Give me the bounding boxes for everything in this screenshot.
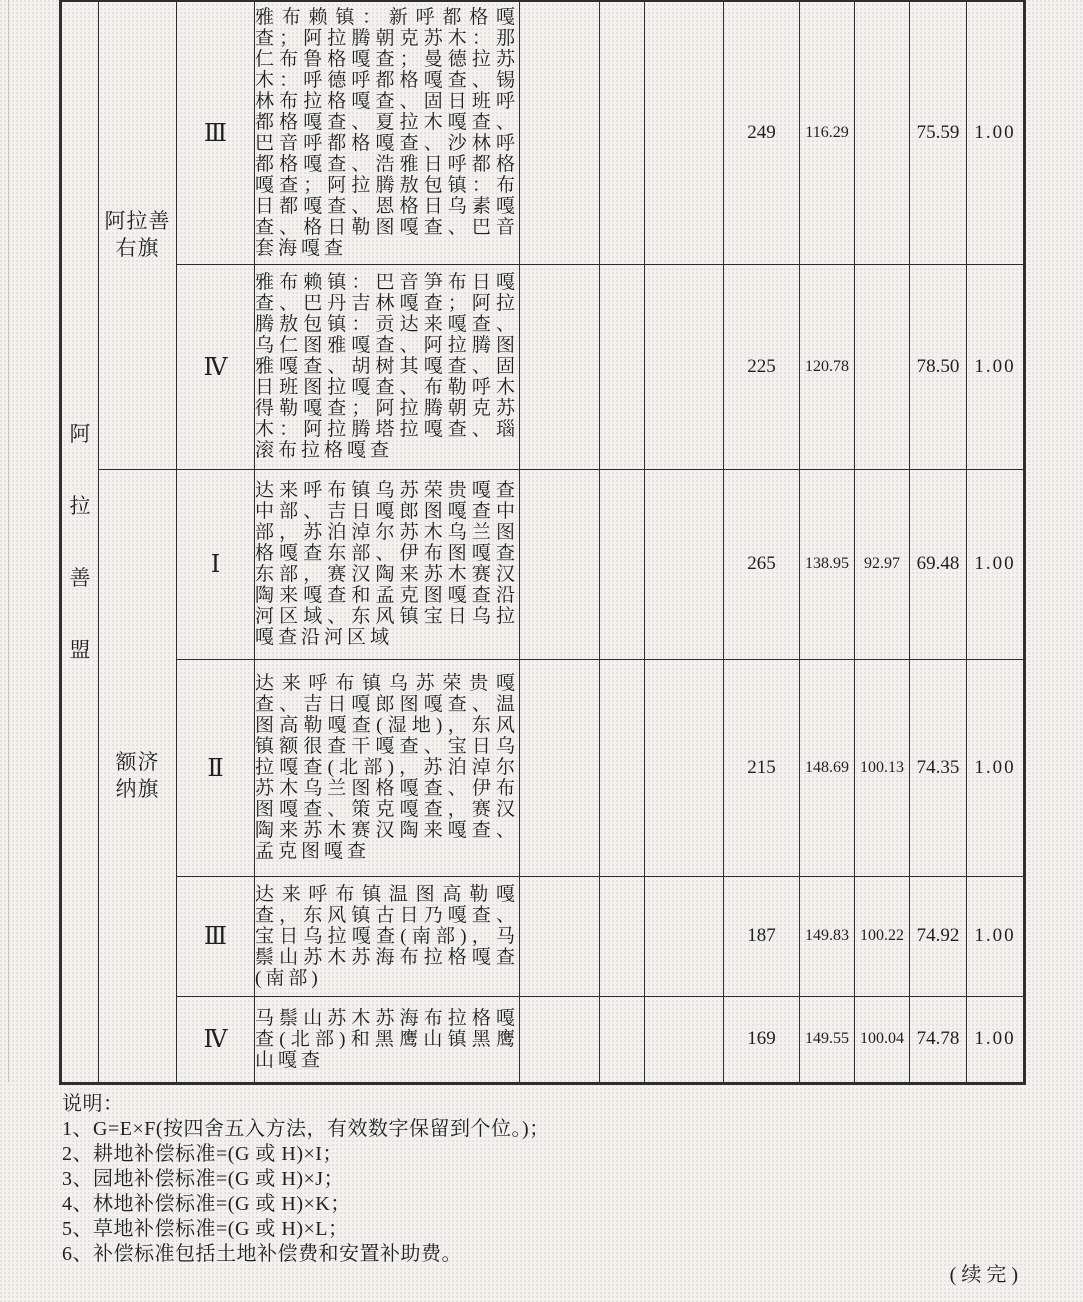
table-row [61, 876, 1025, 996]
notes-block [62, 1092, 962, 1267]
scope-cell: 马鬃山苏木苏海布拉格嘎查(北部)和黑鹰山镇黑鹰山嘎查 [255, 996, 520, 1083]
grade-cell: Ⅰ [177, 469, 255, 659]
value-cell [520, 876, 600, 996]
grade-cell: Ⅲ [177, 876, 255, 996]
value-cell: 169 [724, 996, 800, 1083]
note-item: 2、耕地补偿标准=(G 或 H)×I； [62, 1143, 343, 1165]
value-cell [600, 876, 645, 996]
league-vertical-label [62, 423, 98, 661]
value-cell [645, 659, 724, 876]
value-cell [520, 659, 600, 876]
value-cell: 1.00 [967, 1, 1025, 264]
value-cell: 75.59 [910, 1, 967, 264]
value-cell: 74.35 [910, 659, 967, 876]
grade-cell: Ⅳ [177, 996, 255, 1083]
league-char: 阿 [69, 421, 91, 446]
value-cell: 187 [724, 876, 800, 996]
value-cell [600, 469, 645, 659]
value-cell: 249 [724, 1, 800, 264]
value-cell [855, 1, 910, 264]
league-cell [61, 1, 99, 1083]
value-cell [600, 996, 645, 1083]
value-cell: 100.04 [855, 996, 910, 1083]
banner-label-line: 阿拉善 [104, 209, 171, 234]
land-compensation-table [59, 0, 1026, 1085]
value-cell [645, 996, 724, 1083]
value-cell: 149.83 [800, 876, 855, 996]
value-cell: 1.00 [967, 659, 1025, 876]
value-cell [645, 876, 724, 996]
value-cell [645, 1, 724, 264]
note-item: 6、补偿标准包括土地补偿费和安置补助费。 [62, 1243, 462, 1265]
value-cell [520, 469, 600, 659]
banner-label-line: 纳旗 [115, 776, 160, 801]
note-item: 5、草地补偿标准=(G 或 H)×L； [62, 1218, 349, 1240]
value-cell: 74.92 [910, 876, 967, 996]
value-cell: 138.95 [800, 469, 855, 659]
value-cell [645, 264, 724, 469]
league-char: 盟 [69, 637, 91, 662]
table-row [61, 1, 1025, 264]
value-cell: 1.00 [967, 469, 1025, 659]
table-row [61, 469, 1025, 659]
value-cell: 120.78 [800, 264, 855, 469]
scope-cell: 雅布赖镇：巴音笋布日嘎查、巴丹吉林嘎查；阿拉腾敖包镇：贡达来嘎查、乌仁图雅嘎查、阿拉腾图雅嘎查、胡树其嘎查、固日班图拉嘎查、布勒呼木得勒嘎查；阿拉腾朝克苏木：阿拉腾塔拉嘎查、瑙滚布拉格嘎查 [255, 264, 520, 469]
value-cell [520, 1, 600, 264]
grade-cell: Ⅳ [177, 264, 255, 469]
table-row [61, 659, 1025, 876]
banner-cell-ejina [99, 469, 177, 1083]
banner-cell-alashan-right [99, 1, 177, 469]
value-cell: 1.00 [967, 996, 1025, 1083]
banner-label-line: 右旗 [115, 236, 160, 261]
value-cell: 78.50 [910, 264, 967, 469]
value-cell [520, 264, 600, 469]
banner-label-line: 额济 [115, 749, 160, 774]
scope-cell: 达来呼布镇温图高勒嘎查，东风镇古日乃嘎查、宝日乌拉嘎查(南部)，马鬃山苏木苏海布拉格嘎查(南部) [255, 876, 520, 996]
value-cell [600, 659, 645, 876]
grade-cell: Ⅲ [177, 1, 255, 264]
value-cell: 265 [724, 469, 800, 659]
scan-edge-artifact [8, 0, 9, 1082]
value-cell: 148.69 [800, 659, 855, 876]
table-row [61, 996, 1025, 1083]
value-cell [855, 264, 910, 469]
value-cell: 225 [724, 264, 800, 469]
note-item: 3、园地补偿标准=(G 或 H)×J； [62, 1168, 345, 1190]
value-cell [520, 996, 600, 1083]
grade-cell: Ⅱ [177, 659, 255, 876]
value-cell [645, 469, 724, 659]
value-cell: 100.13 [855, 659, 910, 876]
value-cell: 1.00 [967, 876, 1025, 996]
scope-cell: 达来呼布镇乌苏荣贵嘎查、吉日嘎郎图嘎查、温图高勒嘎查(湿地)，东风镇额很查干嘎查、宝日乌拉嘎查(北部)，苏泊淖尔苏木乌兰图格嘎查、伊布图嘎查、策克嘎查，赛汉陶来苏木赛汉陶来嘎查、孟克图嘎查 [255, 659, 520, 876]
league-char: 拉 [69, 493, 91, 518]
value-cell: 1.00 [967, 264, 1025, 469]
value-cell: 69.48 [910, 469, 967, 659]
league-char: 善 [69, 565, 91, 590]
table-row [61, 264, 1025, 469]
value-cell: 92.97 [855, 469, 910, 659]
value-cell [600, 1, 645, 264]
scope-cell: 雅布赖镇：新呼都格嘎查；阿拉腾朝克苏木：那仁布鲁格嘎查；曼德拉苏木：呼德呼都格嘎查、锡林布拉格嘎查、固日班呼都格嘎查、夏拉木嘎查、巴音呼都格嘎查、沙林呼都格嘎查、浩雅日呼都格嘎查；阿拉腾敖包镇：布日都嘎查、恩格日乌素嘎查、格日勒图嘎查、巴音套海嘎查 [255, 1, 520, 264]
value-cell [600, 264, 645, 469]
note-item: 4、林地补偿标准=(G 或 H)×K； [62, 1193, 351, 1215]
value-cell: 74.78 [910, 996, 967, 1083]
notes-title: 说明： [62, 1093, 124, 1115]
note-item: 1、G=E×F(按四舍五入方法，有效数字保留到个位。)； [62, 1118, 550, 1140]
continuation-mark: (续完) [949, 1264, 1023, 1286]
value-cell: 215 [724, 659, 800, 876]
value-cell: 149.55 [800, 996, 855, 1083]
value-cell: 116.29 [800, 1, 855, 264]
value-cell: 100.22 [855, 876, 910, 996]
scope-cell: 达来呼布镇乌苏荣贵嘎查中部、吉日嘎郎图嘎查中部，苏泊淖尔苏木乌兰图格嘎查东部、伊布图嘎查东部，赛汉陶来苏木赛汉陶来嘎查和孟克图嘎查沿河区域、东风镇宝日乌拉嘎查沿河区域 [255, 469, 520, 659]
